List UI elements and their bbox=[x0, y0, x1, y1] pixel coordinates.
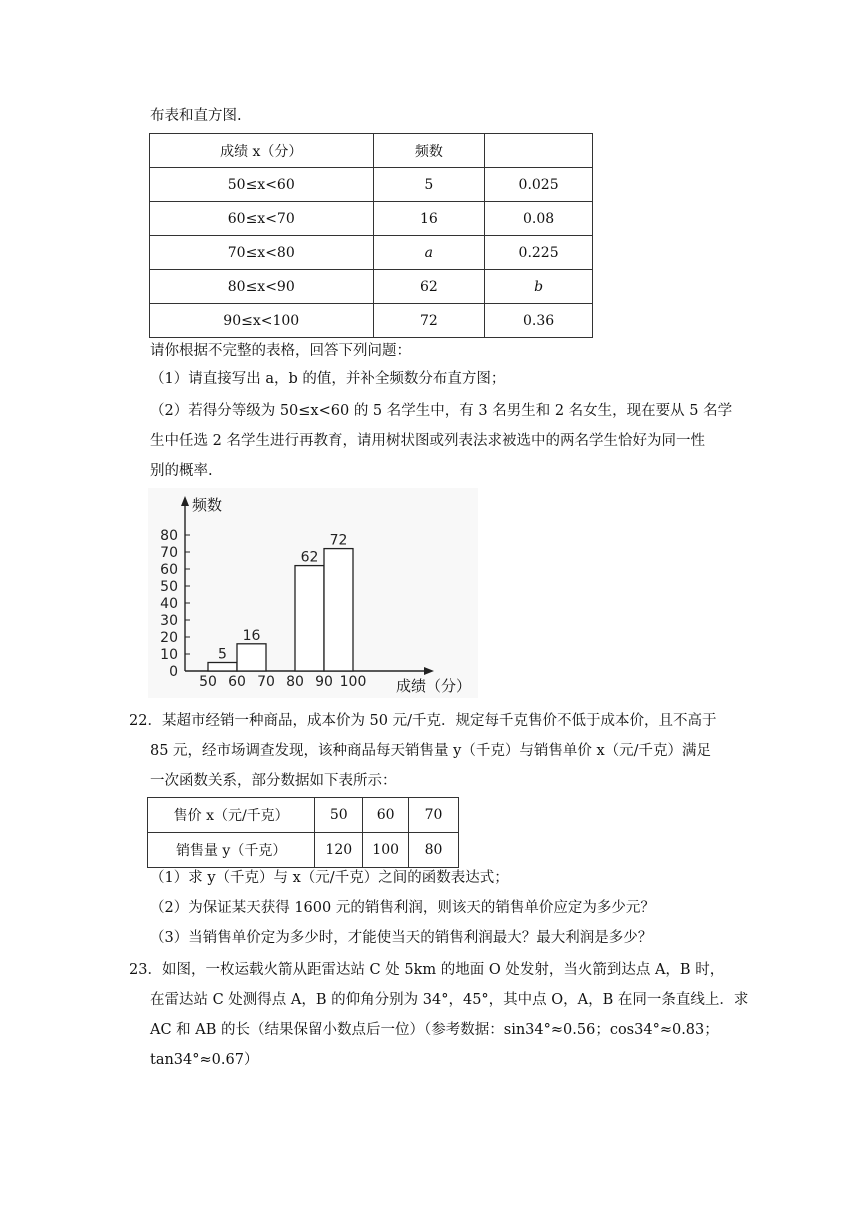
table-cell: 0.225 bbox=[485, 236, 593, 270]
x-tick-label: 50 bbox=[199, 674, 217, 690]
q21-part1: （1）请直接写出 a，b 的值，并补全频数分布直方图； bbox=[150, 371, 506, 387]
table-row bbox=[150, 168, 593, 202]
intro-line: 布表和直方图. bbox=[150, 108, 242, 124]
table-cell: 60 bbox=[363, 798, 409, 833]
table-cell: 62 bbox=[373, 270, 485, 304]
q23-line: AC 和 AB 的长（结果保留小数点后一位）（参考数据：sin34°≈0.56；cos34°≈0.83； bbox=[150, 1022, 719, 1038]
table-cell: b bbox=[485, 270, 593, 304]
q22-line: 22．某超市经销一种商品，成本价为 50 元/千克．规定每千克售价不低于成本价，且不高于 bbox=[129, 713, 717, 729]
y-tick-label: 40 bbox=[160, 596, 178, 612]
price-sales-table bbox=[147, 797, 459, 868]
bar-value-label: 72 bbox=[329, 532, 348, 549]
table-cell: 50≤x<60 bbox=[150, 168, 374, 202]
q21-part2-line: 生中任选 2 名学生进行再教育，请用树状图或列表法求被选中的两名学生恰好为同一性 bbox=[150, 433, 705, 449]
q22-line: 85 元，经市场调查发现，该种商品每天销售量 y（千克）与销售单价 x（元/千克）满足 bbox=[150, 743, 712, 759]
header-cell: 频数 bbox=[373, 134, 485, 168]
q22-line: 一次函数关系，部分数据如下表所示： bbox=[150, 773, 397, 789]
x-tick-label: 70 bbox=[257, 674, 275, 690]
table-cell: 0.025 bbox=[485, 168, 593, 202]
table-row bbox=[150, 270, 593, 304]
table-row bbox=[150, 304, 593, 338]
table-row bbox=[148, 798, 459, 833]
table-cell: 0.36 bbox=[485, 304, 593, 338]
x-tick-label: 60 bbox=[228, 674, 246, 690]
table-cell: 50 bbox=[315, 798, 363, 833]
q22-part: （2）为保证某天获得 1600 元的销售利润，则该天的销售单价应定为多少元？ bbox=[150, 900, 655, 916]
x-tick-label: 100 bbox=[339, 674, 367, 690]
table-cell: 90≤x<100 bbox=[150, 304, 374, 338]
table-cell: a bbox=[373, 236, 485, 270]
y-tick-label: 0 bbox=[169, 664, 178, 680]
x-tick-label: 90 bbox=[315, 674, 333, 690]
table-cell: 60≤x<70 bbox=[150, 202, 374, 236]
y-axis-label: 频数 bbox=[192, 496, 223, 514]
q23-line: 23．如图，一枚运载火箭从距雷达站 C 处 5km 的地面 O 处发射，当火箭到达点 A，B 时， bbox=[129, 962, 725, 978]
header-cell bbox=[485, 134, 593, 168]
table-cell: 70 bbox=[409, 798, 459, 833]
y-tick-label: 70 bbox=[160, 545, 178, 561]
frequency-table bbox=[149, 133, 593, 338]
y-tick-label: 10 bbox=[160, 647, 178, 663]
table-row bbox=[148, 833, 459, 868]
table-cell: 70≤x<80 bbox=[150, 236, 374, 270]
y-tick-label: 60 bbox=[160, 562, 178, 578]
bar-value-label: 62 bbox=[300, 549, 319, 566]
q21-prompt: 请你根据不完整的表格，回答下列问题： bbox=[150, 343, 411, 359]
table-cell: 5 bbox=[373, 168, 485, 202]
table-cell: 80 bbox=[409, 833, 459, 868]
table-cell: 72 bbox=[373, 304, 485, 338]
q21-part2-line: （2）若得分等级为 50≤x<60 的 5 名学生中，有 3 名男生和 2 名女生，现在要从 5 名学 bbox=[150, 403, 733, 419]
x-axis-label: 成绩（分） bbox=[396, 677, 472, 695]
frequency-histogram bbox=[148, 488, 478, 698]
table-cell: 0.08 bbox=[485, 202, 593, 236]
y-tick-label: 20 bbox=[160, 630, 178, 646]
histogram-bar bbox=[295, 566, 324, 671]
y-tick-label: 50 bbox=[160, 579, 178, 595]
table-row bbox=[150, 202, 593, 236]
table-header-row bbox=[150, 134, 593, 168]
table-cell: 80≤x<90 bbox=[150, 270, 374, 304]
y-tick-label: 30 bbox=[160, 613, 178, 629]
q22-part: （1）求 y（千克）与 x（元/千克）之间的函数表达式； bbox=[150, 870, 509, 886]
q22-part: （3）当销售单价定为多少时，才能使当天的销售利润最大？最大利润是多少？ bbox=[150, 930, 653, 946]
q23-line: tan34°≈0.67） bbox=[150, 1052, 259, 1068]
histogram-bar bbox=[237, 644, 266, 671]
bar-value-label: 16 bbox=[242, 627, 261, 644]
table-cell: 销售量 y（千克） bbox=[148, 833, 315, 868]
table-cell: 16 bbox=[373, 202, 485, 236]
q21-part2-line: 别的概率. bbox=[150, 463, 213, 479]
table-cell: 120 bbox=[315, 833, 363, 868]
y-tick-label: 80 bbox=[160, 528, 178, 544]
table-cell: 100 bbox=[363, 833, 409, 868]
table-row bbox=[150, 236, 593, 270]
q23-line: 在雷达站 C 处测得点 A，B 的仰角分别为 34°，45°，其中点 O，A，B 在同一条直线上．求 bbox=[150, 992, 749, 1008]
histogram-bar bbox=[324, 549, 353, 671]
histogram-bar bbox=[208, 663, 237, 672]
bar-value-label: 5 bbox=[218, 646, 227, 663]
header-cell: 成绩 x（分） bbox=[150, 134, 374, 168]
x-tick-label: 80 bbox=[286, 674, 304, 690]
table-cell: 售价 x（元/千克） bbox=[148, 798, 315, 833]
